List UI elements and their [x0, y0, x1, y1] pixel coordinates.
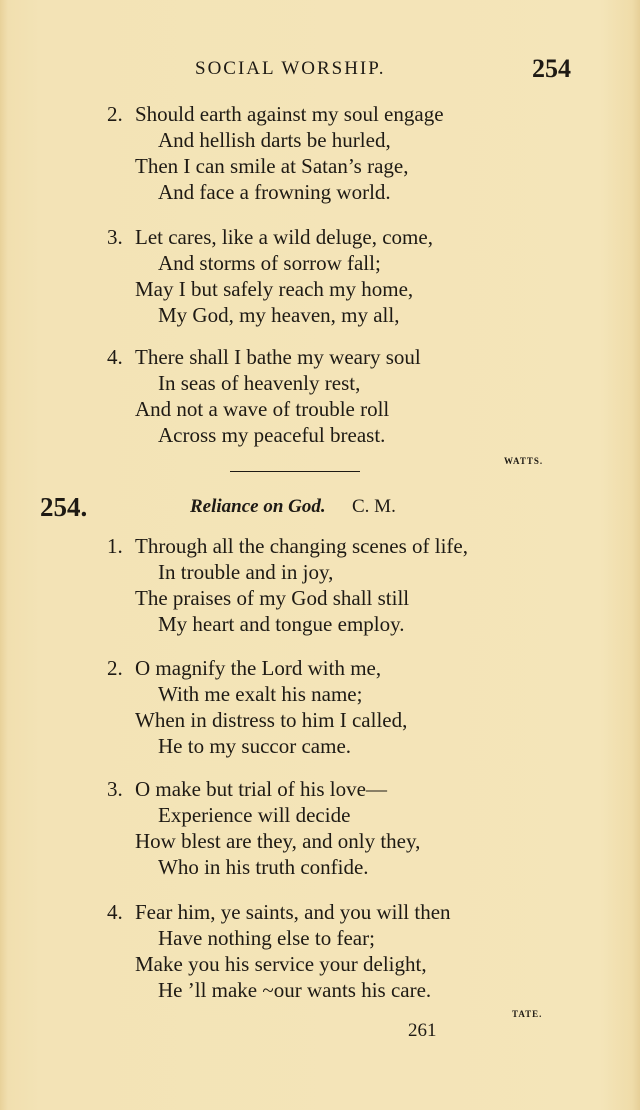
hymn-meter: C. M.: [352, 496, 396, 517]
running-title: SOCIAL WORSHIP.: [195, 58, 386, 79]
stanza-number: 2.: [107, 102, 123, 126]
verse-line: And storms of sorrow fall;: [158, 251, 381, 275]
hymn-number: 254.: [40, 492, 88, 522]
stanza-number: 3.: [107, 777, 123, 801]
verse-line: Have nothing else to fear;: [158, 926, 375, 950]
verse-line: In trouble and in joy,: [158, 560, 334, 584]
verse-line: O magnify the Lord with me,: [135, 656, 382, 680]
verse-line: Should earth against my soul engage: [135, 102, 444, 126]
page-number-bottom: 261: [408, 1020, 437, 1041]
verse-line: Fear him, ye saints, and you will then: [135, 900, 451, 924]
verse-line: My heart and tongue employ.: [158, 612, 405, 636]
verse-line: Experience will decide: [158, 803, 351, 827]
verse-line: When in distress to him I called,: [135, 708, 408, 732]
attribution-tate: TATE.: [512, 1009, 543, 1019]
stanza-number: 4.: [107, 345, 123, 369]
verse-line: Make you his service your delight,: [135, 952, 427, 976]
verse-line: The praises of my God shall still: [135, 586, 410, 610]
verse-line: And hellish darts be hurled,: [158, 128, 391, 152]
verse-line: He to my succor came.: [158, 734, 352, 758]
verse-line: How blest are they, and only they,: [135, 829, 421, 853]
page-number-top: 254: [532, 54, 571, 83]
stanza-number: 3.: [107, 225, 123, 249]
verse-line: There shall I bathe my weary soul: [135, 345, 421, 369]
verse-line: Who in his truth confide.: [158, 855, 369, 879]
section-divider: [230, 471, 360, 472]
attribution-watts: WATTS.: [504, 456, 544, 466]
verse-line: In seas of heavenly rest,: [158, 371, 361, 395]
hymn-title: Reliance on God.: [190, 496, 326, 517]
verse-line: And face a frowning world.: [158, 180, 391, 204]
verse-line: May I but safely reach my home,: [135, 277, 414, 301]
verse-line: He ’ll make ~our wants his care.: [158, 978, 432, 1002]
verse-line: Through all the changing scenes of life,: [135, 534, 468, 558]
verse-line: Across my peaceful breast.: [158, 423, 386, 447]
stanza-number: 1.: [107, 534, 123, 558]
verse-line: And not a wave of trouble roll: [135, 397, 390, 421]
verse-line: Then I can smile at Satan’s rage,: [135, 154, 409, 178]
verse-line: My God, my heaven, my all,: [158, 303, 400, 327]
verse-line: O make but trial of his love—: [135, 777, 387, 801]
stanza-number: 2.: [107, 656, 123, 680]
stanza-number: 4.: [107, 900, 123, 924]
verse-line: With me exalt his name;: [158, 682, 363, 706]
verse-line: Let cares, like a wild deluge, come,: [135, 225, 433, 249]
